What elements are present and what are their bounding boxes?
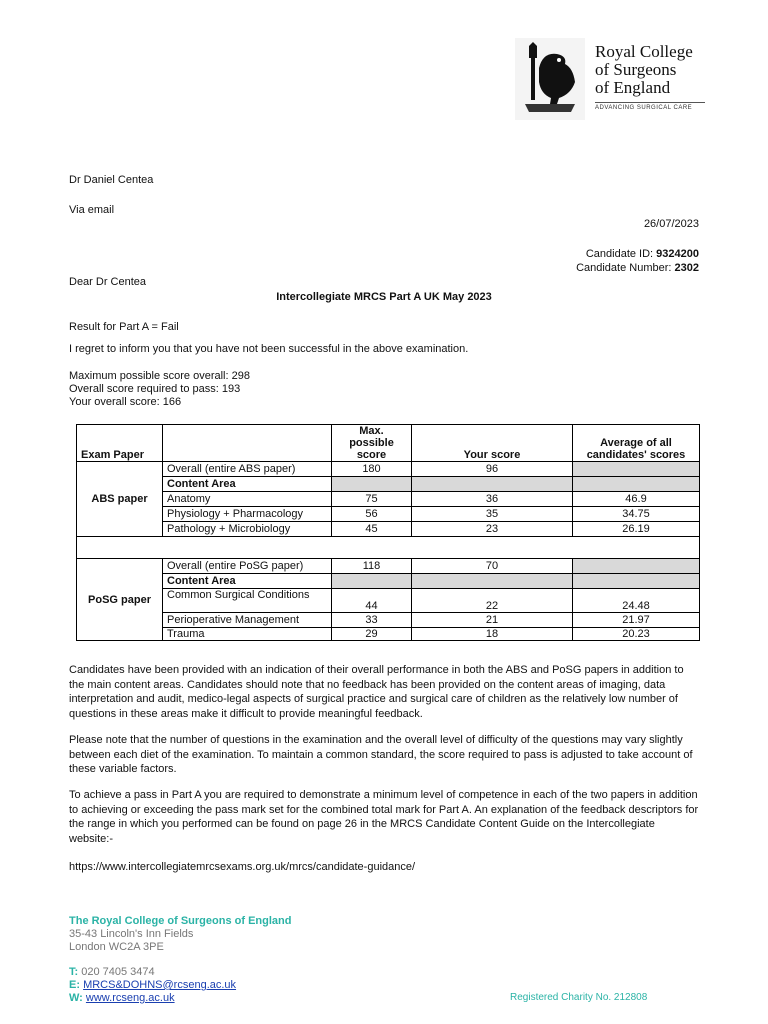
posg-row-max: 33 xyxy=(332,613,412,628)
recipient-name: Dr Daniel Centea xyxy=(69,174,154,186)
abs-row-avg: 46.9 xyxy=(573,492,700,507)
abs-row-label: Anatomy xyxy=(163,492,332,507)
logo-wordmark xyxy=(595,43,693,97)
phone-value: 020 7405 3474 xyxy=(81,966,155,978)
posg-overall-yours: 70 xyxy=(412,559,573,574)
result-line: Result for Part A = Fail xyxy=(69,321,179,333)
abs-paper-label: ABS paper xyxy=(77,462,163,537)
phone-label: T: xyxy=(69,966,79,978)
abs-overall-yours: 96 xyxy=(412,462,573,477)
table-row xyxy=(77,492,700,507)
guidance-url[interactable]: https://www.intercollegiatemrcsexams.org.uk/mrcs/candidate-guidance/ xyxy=(69,861,416,873)
rcs-logo xyxy=(515,38,705,120)
max-score-line: Maximum possible score overall: 298 xyxy=(69,370,250,382)
footer-address-1: 35-43 Lincoln's Inn Fields xyxy=(69,928,194,940)
footer-charity: Registered Charity No. 212808 xyxy=(510,992,648,1003)
regret-line: I regret to inform you that you have not been successful in the above examination. xyxy=(69,343,469,355)
header-average: Average of all candidates' scores xyxy=(573,425,700,462)
footer-phone xyxy=(69,966,155,979)
table-row xyxy=(77,507,700,522)
candidate-number xyxy=(576,262,699,275)
abs-row-avg: 26.19 xyxy=(573,522,700,537)
abs-row-yours: 35 xyxy=(412,507,573,522)
header-exam-paper: Exam Paper xyxy=(77,425,163,462)
grey-cell xyxy=(573,574,700,589)
abs-row-max: 75 xyxy=(332,492,412,507)
posg-overall-label: Overall (entire PoSG paper) xyxy=(163,559,332,574)
abs-row-label: Physiology + Pharmacology xyxy=(163,507,332,522)
paragraph-standard: Please note that the number of questions in the examination and the overall level of difficulty of the questions may vary slightly between each diet of the examination. To maintain a common standard, the score required to pass is adjusted to take account of these variable factors. xyxy=(69,734,693,775)
posg-row-max: 44 xyxy=(332,589,412,613)
candidate-id-value: 9324200 xyxy=(656,248,699,260)
your-score-line: Your overall score: 166 xyxy=(69,396,182,408)
email-link[interactable]: MRCS&DOHNS@rcseng.ac.uk xyxy=(83,979,237,991)
spacer-cell xyxy=(77,537,700,559)
website-label: W: xyxy=(69,992,83,1004)
abs-row-avg: 34.75 xyxy=(573,507,700,522)
posg-row-avg: 20.23 xyxy=(573,628,700,641)
posg-row-label: Trauma xyxy=(163,628,332,641)
table-row xyxy=(77,628,700,641)
posg-row-label: Perioperative Management xyxy=(163,613,332,628)
abs-overall-label: Overall (entire ABS paper) xyxy=(163,462,332,477)
table-header-row xyxy=(77,425,700,462)
candidate-number-value: 2302 xyxy=(674,262,699,274)
table-row xyxy=(77,589,700,613)
abs-row-yours: 36 xyxy=(412,492,573,507)
posg-overall-max: 118 xyxy=(332,559,412,574)
footer-website xyxy=(69,992,175,1005)
posg-row-yours: 18 xyxy=(412,628,573,641)
abs-row-label: Pathology + Microbiology xyxy=(163,522,332,537)
salutation: Dear Dr Centea xyxy=(69,276,147,288)
table-row xyxy=(77,522,700,537)
logo-line-3: of England xyxy=(595,78,671,97)
posg-overall-avg xyxy=(573,559,700,574)
abs-row-max: 45 xyxy=(332,522,412,537)
posg-row-yours: 22 xyxy=(412,589,573,613)
candidate-number-label: Candidate Number: xyxy=(576,262,672,274)
candidate-id xyxy=(586,248,699,261)
crest-icon xyxy=(515,38,585,120)
paragraph-feedback: Candidates have been provided with an indication of their overall performance in both the ABS and PoSG papers in addition to the main content areas. Candidates should note that no feedback has been provided on the content areas of imaging, data interpretation and audit, medico-legal aspects of surgical practice and surgical care of children as the relatively low number of questions in these areas make it difficult to provide meaningful feedback. xyxy=(69,664,684,720)
footer-email xyxy=(69,979,236,992)
recipient-via: Via email xyxy=(69,204,115,216)
abs-row-yours: 23 xyxy=(412,522,573,537)
abs-overall-max: 180 xyxy=(332,462,412,477)
posg-content-area-label: Content Area xyxy=(163,574,332,589)
logo-rule xyxy=(595,102,705,103)
table-row xyxy=(77,559,700,574)
logo-tagline: ADVANCING SURGICAL CARE xyxy=(595,105,693,111)
posg-row-avg: 24.48 xyxy=(573,589,700,613)
letter-date: 26/07/2023 xyxy=(643,218,699,230)
website-link[interactable]: www.rcseng.ac.uk xyxy=(85,992,175,1004)
grey-cell xyxy=(332,477,412,492)
footer-address-2: London WC2A 3PE xyxy=(69,941,164,953)
abs-content-area-label: Content Area xyxy=(163,477,332,492)
header-max-score: Max. possible score xyxy=(332,425,412,462)
abs-overall-avg xyxy=(573,462,700,477)
table-row xyxy=(77,613,700,628)
table-spacer-row xyxy=(77,537,700,559)
required-score-line: Overall score required to pass: 193 xyxy=(69,383,241,395)
table-row xyxy=(77,574,700,589)
grey-cell xyxy=(573,477,700,492)
logo-line-1: Royal College xyxy=(595,42,693,61)
posg-row-max: 29 xyxy=(332,628,412,641)
logo-line-2: of Surgeons xyxy=(595,60,677,79)
header-blank xyxy=(163,425,332,462)
candidate-id-label: Candidate ID: xyxy=(585,248,654,260)
grey-cell xyxy=(412,477,573,492)
email-label: E: xyxy=(69,979,80,991)
header-your-score: Your score xyxy=(412,425,573,462)
posg-row-label: Common Surgical Conditions xyxy=(163,589,332,613)
letter-subject: Intercollegiate MRCS Part A UK May 2023 xyxy=(276,291,492,303)
table-row xyxy=(77,462,700,477)
paragraph-pass-requirement: To achieve a pass in Part A you are required to demonstrate a minimum level of competence in each of the two papers in addition to achieving or exceeding the pass mark set for the combined total mark for Part A. An explanation of the feedback descriptors for the range in which you performed can be found on page 26 in the MRCS Candidate Content Guide on the Intercollegiate website:- xyxy=(69,789,699,845)
score-table xyxy=(76,424,700,641)
posg-row-yours: 21 xyxy=(412,613,573,628)
posg-paper-label: PoSG paper xyxy=(77,559,163,641)
grey-cell xyxy=(412,574,573,589)
abs-row-max: 56 xyxy=(332,507,412,522)
posg-row-avg: 21.97 xyxy=(573,613,700,628)
table-row xyxy=(77,477,700,492)
grey-cell xyxy=(332,574,412,589)
footer-org-name: The Royal College of Surgeons of England xyxy=(69,915,292,927)
